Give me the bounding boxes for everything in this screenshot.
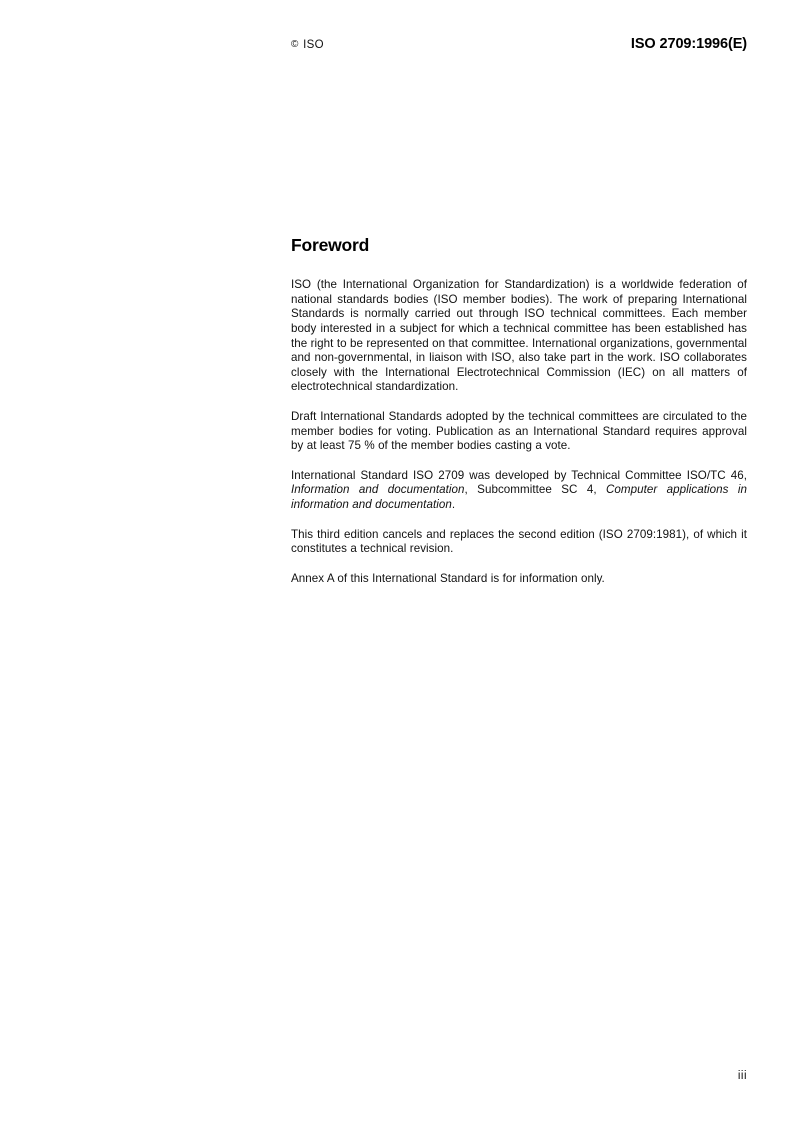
paragraph-p5	[291, 572, 747, 587]
page-title: Foreword	[291, 235, 370, 255]
text-run: This third edition cancels and replaces the second edition (ISO 2709:1981), of which it constitutes a technical revision.	[291, 527, 747, 556]
text-run: Draft International Standards adopted by the technical committees are circulated to the member bodies for voting. Publication as an International Standard requires approval by at least 75 % of the member bodies casting a vote.	[291, 410, 747, 453]
italic-title-run: Computer applications in information and documentation	[291, 483, 747, 511]
text-run: .	[451, 497, 456, 511]
text-run: , Subcommittee SC 4,	[464, 483, 606, 497]
paragraph-p1	[291, 278, 747, 395]
paragraph-p4	[291, 528, 747, 557]
text-run: ISO (the International Organization for Standardization) is a worldwide federation of national standards bodies (ISO member bodies). The work of preparing International Standards is normally carried out through ISO technical committees. Each member body interested in a subject for which a technical committee has been established has the right to be represented on that committee. International organizations, governmental and non-governmental, in liaison with ISO, also take part in the work. ISO collaborates closely with the International Electrotechnical Commission (IEC) on all matters of electrotechnical standardization.	[291, 278, 747, 394]
foreword-text	[291, 278, 747, 586]
running-header	[291, 36, 747, 56]
page-body	[291, 236, 747, 586]
paragraph-p3	[291, 469, 747, 513]
copyright-icon: ©	[291, 39, 299, 50]
italic-title-run: Information and documentation	[291, 483, 465, 497]
text-run: International Standard ISO 2709 was developed by Technical Committee ISO/TC 46,	[291, 468, 747, 482]
publisher-name: ISO	[303, 39, 324, 51]
page-number: iii	[737, 1070, 747, 1082]
paragraph-p2	[291, 410, 747, 454]
text-run: Annex A of this International Standard is for information only.	[291, 571, 605, 585]
standard-reference: ISO 2709:1996(E)	[630, 36, 747, 52]
copyright-notice	[291, 39, 324, 51]
